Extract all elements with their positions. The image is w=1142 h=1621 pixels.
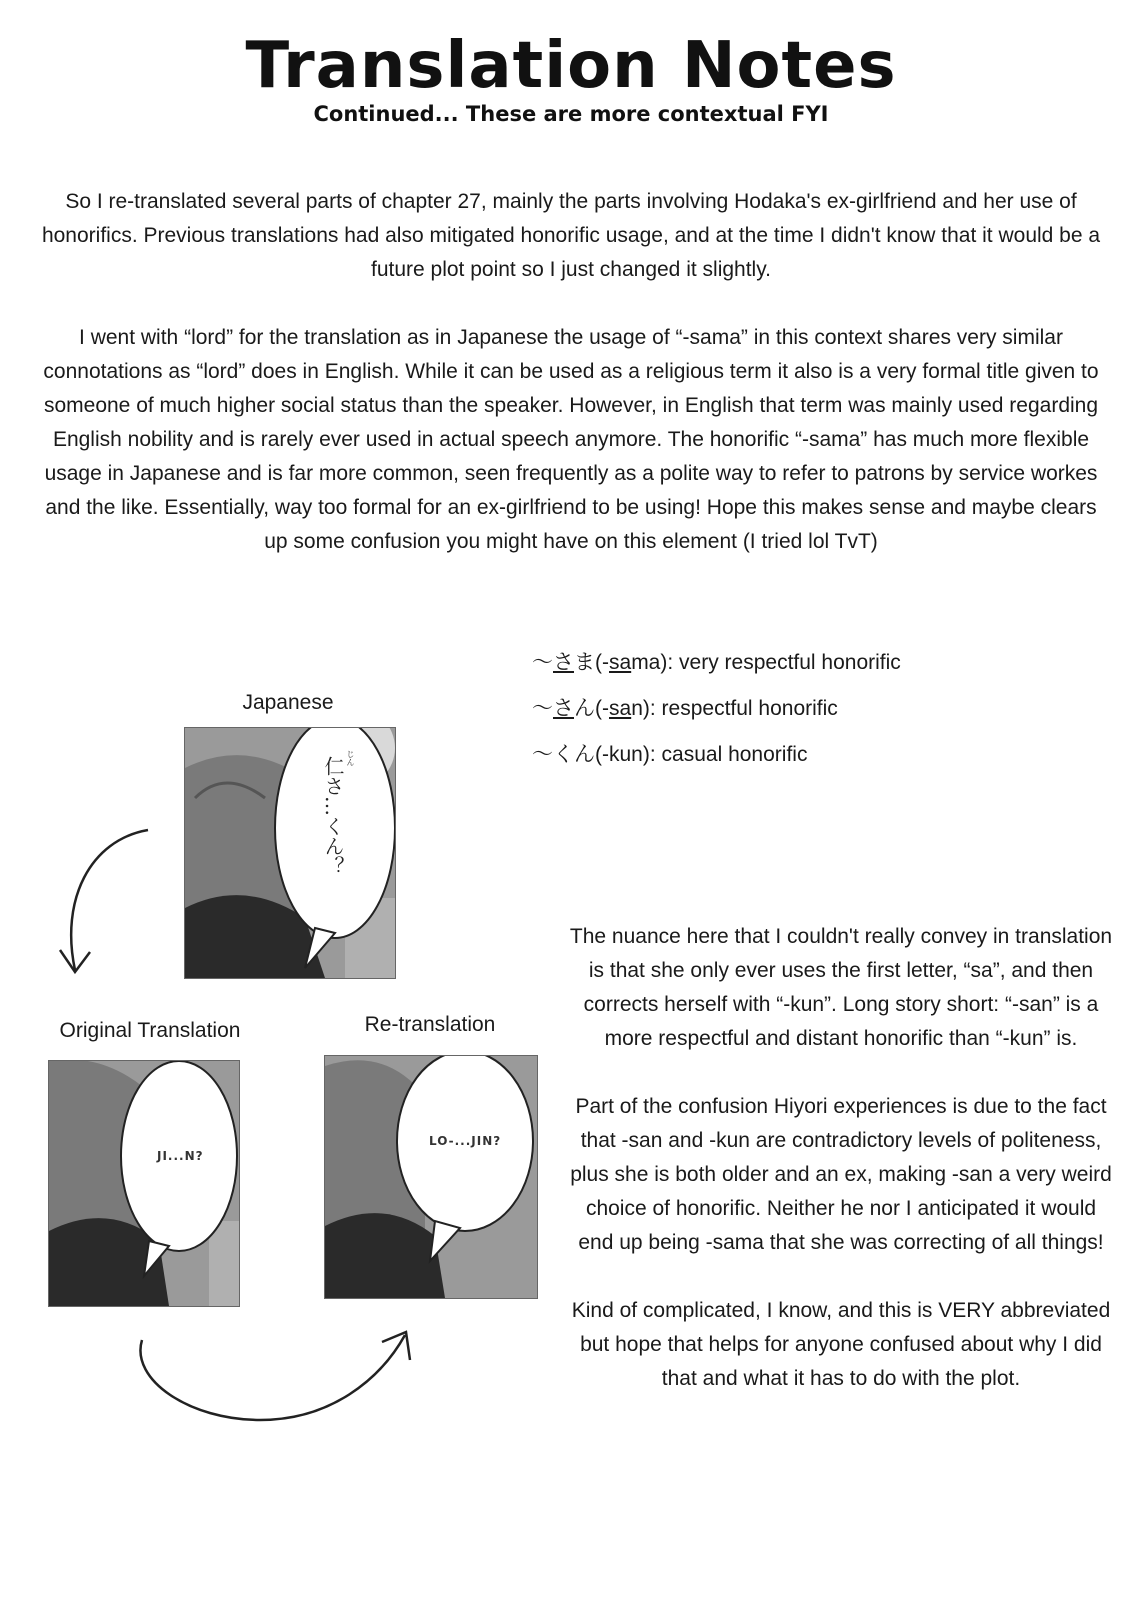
confusion-note: Part of the confusion Hiyori experiences is due to the fact that -san and -kun are contradictory levels of politeness, plus she is both older and an ex, making -san a very weird choice of honorific. Neither he nor I anticipated it would end up being -sama that she was correcting of all things! <box>570 1095 1112 1254</box>
tilde-glyph: ～ <box>532 697 553 720</box>
original-manga-panel <box>48 1060 240 1307</box>
japanese-ruby: じん <box>346 750 355 766</box>
japanese-panel-art <box>185 728 395 978</box>
romaji-underlined: sa <box>609 697 632 720</box>
page-title: Translation Notes <box>245 29 897 103</box>
kana-underlined: さ <box>553 697 574 720</box>
curved-arrow-right-icon <box>130 1320 420 1430</box>
closing-note: Kind of complicated, I know, and this is VERY abbreviated but hope that helps for anyone confused about why I did that and what it has to do with the plot. <box>571 1299 1111 1390</box>
retranslation-panel-art <box>325 1056 537 1298</box>
paren-open: (- <box>595 651 609 674</box>
romaji-rest: n <box>631 697 643 720</box>
paren-open: (- <box>595 743 609 766</box>
legend-description: : respectful honorific <box>649 697 838 720</box>
intro-paragraph: So I re-translated several parts of chapter 27, mainly the parts involving Hodaka's ex-girlfriend and her use of honorifics. Previous translations had also mitigated honorific usage, and at the time I didn't know that it would be a future plot point so I just changed it slightly. <box>41 190 1101 281</box>
legend-description: : casual honorific <box>649 743 808 766</box>
legend-san <box>532 686 1012 732</box>
legend-sama <box>532 640 1012 686</box>
romaji-rest: kun <box>609 743 643 766</box>
honorific-legend <box>532 640 1012 778</box>
retranslation-bubble-text: LO-...JIN? <box>429 1134 502 1148</box>
tilde-glyph: ～ <box>532 743 553 766</box>
kana-rest: ん <box>574 697 595 720</box>
tilde-glyph: ～ <box>532 651 553 674</box>
paren-close: ) <box>660 651 668 674</box>
japanese-bubble-text: 仁さ…くん？ <box>321 756 345 876</box>
japanese-manga-panel <box>184 727 396 979</box>
legend-kun <box>532 732 1012 778</box>
lord-explanation-paragraph: I went with “lord” for the translation as in Japanese the usage of “-sama” in this context shares very similar connotations as “lord” does in English. While it can be used as a religious term it also is a very formal title given to someone of much higher social status than the speaker. However, in English that term was mainly used regarding English nobility and is rarely ever used in actual speech anymore. The honorific “-sama” has much more flexible usage in Japanese and is far more common, seen frequently as a polite way to refer to patrons by service workes and the like. Essentially, way too formal for an ex-girlfriend to be using! Hope this makes sense and maybe clears up some confusion you might have on this element (I tried lol TvT) <box>43 326 1099 553</box>
nuance-note: The nuance here that I couldn't really convey in translation is that she only ever uses the first letter, “sa”, and then corrects herself with “-kun”. Long story short: “-san” is a more respectful and distant honorific than “-kun” is. <box>569 925 1113 1050</box>
paren-close: ) <box>642 743 650 766</box>
romaji-rest: ma <box>631 651 661 674</box>
retranslation-manga-panel <box>324 1055 538 1299</box>
page-subtitle: Continued... These are more contextual FYI <box>313 102 829 126</box>
kana-rest: くん <box>553 743 595 766</box>
paren-close: ) <box>642 697 650 720</box>
original-bubble-text: JI...N? <box>157 1149 204 1163</box>
kana-underlined: さ <box>553 651 574 674</box>
japanese-label: Japanese <box>242 691 334 714</box>
paren-open: (- <box>595 697 609 720</box>
original-panel-art <box>49 1061 239 1306</box>
romaji-underlined: sa <box>609 651 632 674</box>
retranslation-label: Re-translation <box>364 1013 496 1036</box>
curved-arrow-down-icon <box>50 820 160 980</box>
legend-description: : very respectful honorific <box>667 651 901 674</box>
original-translation-label: Original Translation <box>59 1019 241 1042</box>
kana-rest: ま <box>574 651 595 674</box>
